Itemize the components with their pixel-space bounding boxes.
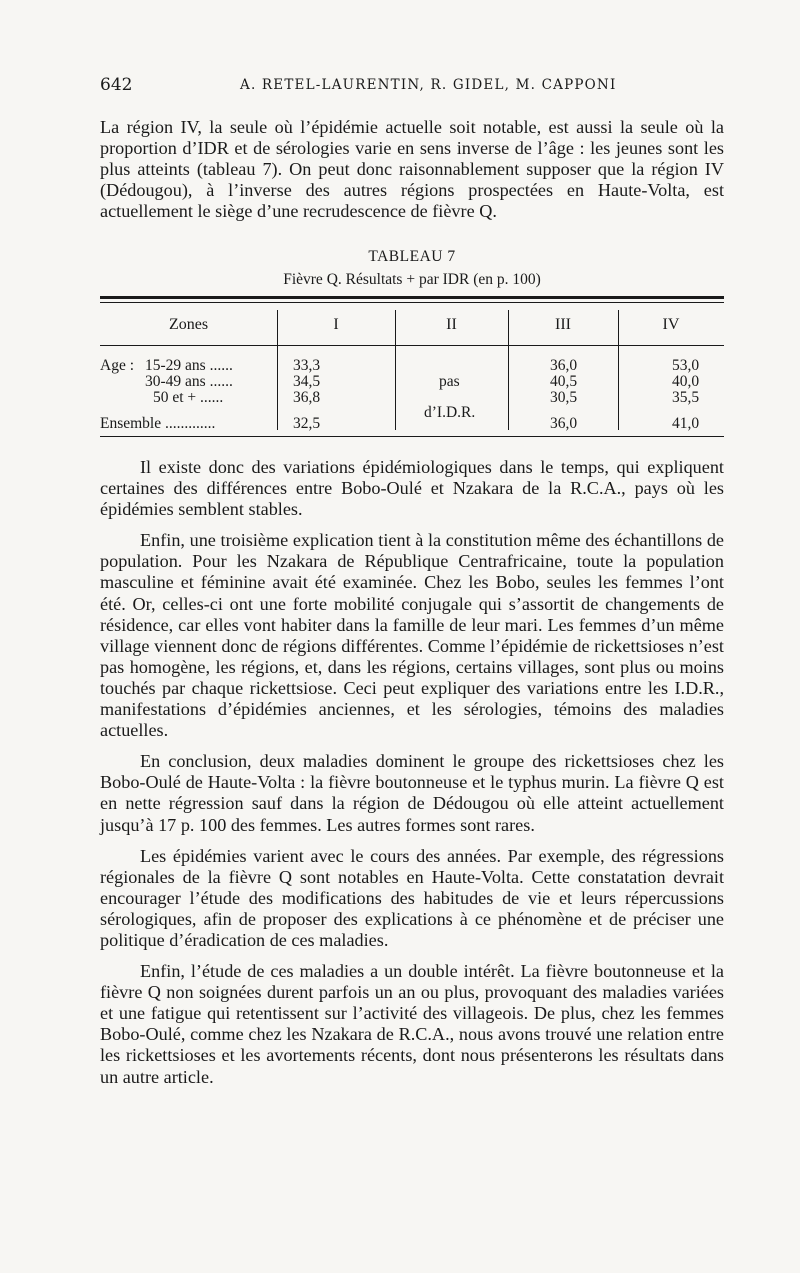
table-cell: 36,0 xyxy=(550,357,578,374)
table-cell: 40,0 xyxy=(672,373,700,390)
column-header-II: II xyxy=(446,316,457,333)
paragraph: Il existe donc des variations épidémiologiques dans le temps, qui expliquent certaines des différences entre Bobo-Oulé et Nzakara de la R.C.A., pays où les épidémies semblent stables. xyxy=(100,457,724,520)
intro-paragraph xyxy=(100,117,724,222)
page-number: 642 xyxy=(100,75,133,95)
table-cell: 36,8 xyxy=(293,389,321,406)
row-label-50-plus: 50 et + ...... xyxy=(153,389,224,406)
table-cell: 33,3 xyxy=(293,357,321,374)
running-head xyxy=(100,75,724,97)
table-caption: Fièvre Q. Résultats + par IDR (en p. 100) xyxy=(283,271,541,288)
table-cell: 36,0 xyxy=(550,415,578,432)
row-label-15-29: 15-29 ans ...... xyxy=(145,357,233,374)
table-top-rule xyxy=(100,296,724,299)
row-label-30-49: 30-49 ans ...... xyxy=(145,373,233,390)
table-cell: 34,5 xyxy=(293,373,321,390)
column-header-IV: IV xyxy=(662,316,680,333)
table-cell-note: pas xyxy=(439,373,460,390)
body-text xyxy=(100,457,724,1088)
table-cell: 35,5 xyxy=(672,389,700,406)
table-header-rule xyxy=(100,345,724,346)
table-top-rule-thin xyxy=(100,302,724,303)
row-label-age: Age : xyxy=(100,357,135,374)
paragraph: La région IV, la seule où l’épidémie actuelle soit notable, est aussi la seule où la proportion d’IDR et de sérologies varie en sens inverse de l’âge : les jeunes sont les plus atteints (tableau 7). On peut donc raisonnablement supposer que la région IV (Dédougou), à l’inverse des autres régions prospectées en Haute-Volta, est actuellement le siège d’une recrudescence de fièvre Q. xyxy=(100,117,724,222)
paragraph: Enfin, une troisième explication tient à la constitution même des échantillons de population. Pour les Nzakara de République Centrafricaine, toute la population masculine et féminine avait été examinée. Chez les Bobo, seules les femmes l’ont été. Or, celles-ci ont une forte mobilité conjugale qui s’assortit de changements de résidence, car elles vont habiter dans la famille de leur mari. Les femmes d’un même village viennent donc de régions différentes. Comme l’épidémie de rickettsioses n’est pas homogène, les régions, et, dans les régions, certains villages, sont plus ou moins touchés par chaque rickettsiose. Ceci peut expliquer des variations entre les I.D.R., manifestations d’épidémies anciennes, et les sérologies, témoins des maladies actuelles. xyxy=(100,530,724,741)
paragraph: Les épidémies varient avec le cours des années. Par exemple, des régressions régionales de la fièvre Q sont notables en Haute-Volta. Cette constatation devrait encourager l’étude des modifications des habitudes de vie et leurs répercussions sérologiques, afin de proposer des explications à ce phénomène et de préciser une politique d’éradication de ces maladies. xyxy=(100,845,724,950)
column-header-I: I xyxy=(333,316,339,333)
table-title: TABLEAU 7 xyxy=(368,248,456,265)
column-header-zones: Zones xyxy=(168,316,209,333)
table-cell-note: d’I.D.R. xyxy=(424,404,476,421)
row-label-ensemble: Ensemble ............. xyxy=(100,415,216,432)
author-line: A. RETEL-LAURENTIN, R. GIDEL, M. CAPPONI xyxy=(240,77,617,93)
table-cell: 41,0 xyxy=(672,415,700,432)
column-header-III: III xyxy=(555,316,571,333)
table-bottom-rule xyxy=(100,436,724,437)
table-cell: 40,5 xyxy=(550,373,578,390)
paragraph: En conclusion, deux maladies dominent le groupe des rickettsioses chez les Bobo-Oulé de Haute-Volta : la fièvre boutonneuse et le typhus murin. La fièvre Q est en nette régression sauf dans la région de Dédougou où elle atteint actuellement jusqu’à 17 p. 100 des femmes. Les autres formes sont rares. xyxy=(100,751,724,835)
paragraph: Enfin, l’étude de ces maladies a un double intérêt. La fièvre boutonneuse et la fièvre Q non soignées durent parfois un an ou plus, provoquant des maladies variées et une fatigue qui retentissent sur l’activité des villageois. De plus, chez les femmes Bobo-Oulé, comme chez les Nzakara de R.C.A., nous avons trouvé une relation entre les rickettsioses et les avortements récents, dont nous présenterons les résultats dans un autre article. xyxy=(100,961,724,1087)
table-cell: 30,5 xyxy=(550,389,578,406)
table-cell: 53,0 xyxy=(672,357,700,374)
table-cell: 32,5 xyxy=(293,415,321,432)
